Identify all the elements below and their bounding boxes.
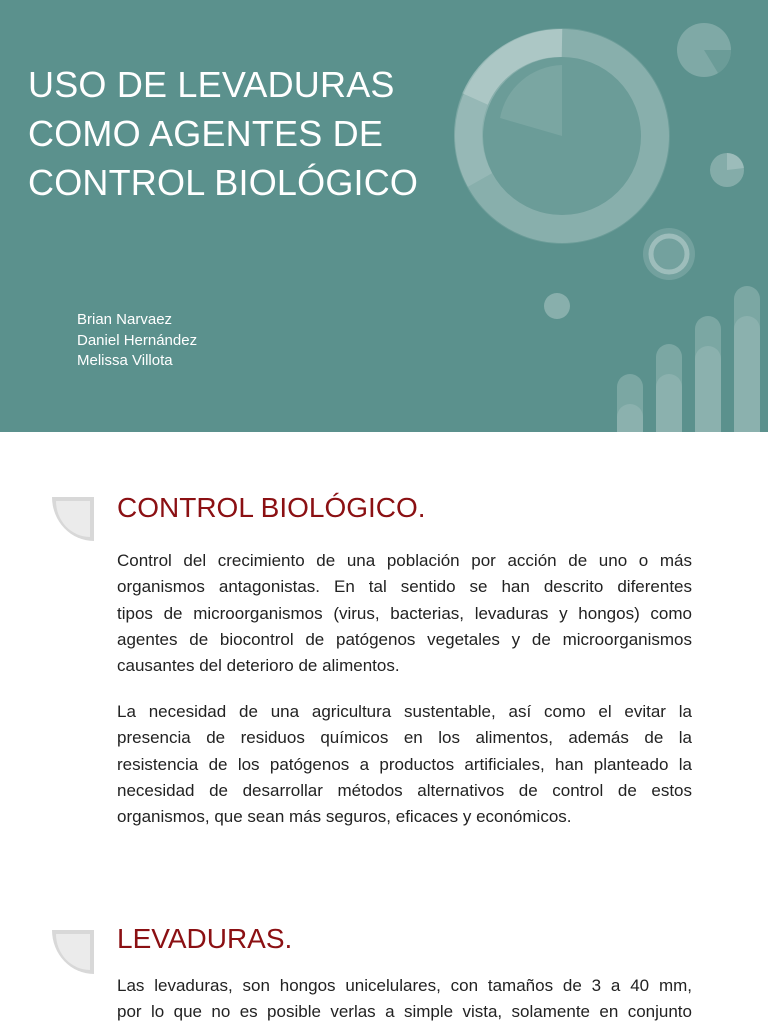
quarter-circle-bookmark-icon bbox=[52, 930, 96, 976]
section-heading-control-biologico: CONTROL BIOLÓGICO. bbox=[117, 492, 426, 523]
author-name: Daniel Hernández bbox=[77, 331, 198, 349]
paragraph-line: causantes del deterioro de alimentos. bbox=[117, 656, 400, 676]
paragraph-line: necesidad de desarrollar métodos alternativos de control de estos bbox=[117, 780, 692, 800]
paragraph-line: Las levaduras, son hongos unicelulares, con tamaños de 3 a 40 mm, bbox=[117, 976, 692, 995]
title-line: COMO AGENTES DE bbox=[28, 113, 384, 154]
paragraph-line: organismos antagonistas. En tal sentido se han descrito diferentes bbox=[117, 577, 692, 597]
paragraph bbox=[117, 973, 692, 1026]
ring-decoration bbox=[643, 228, 695, 280]
paragraph-line: presencia de residuos químicos en los alimentos, además de la bbox=[117, 728, 692, 748]
paragraph-line: tipos de microorganismos (virus, bacterias, levaduras y hongos) como bbox=[117, 603, 692, 623]
author-name: Melissa Villota bbox=[77, 352, 173, 369]
quarter-circle-bookmark-icon bbox=[52, 497, 96, 543]
paragraph-line: agentes de biocontrol de patógenos vegetales y de microorganismos bbox=[117, 629, 692, 649]
mini-pie-decoration bbox=[710, 153, 744, 187]
dot-decoration bbox=[544, 293, 570, 319]
paragraph-line: por lo que no es posible verlas a simple vista, solamente en conjunto bbox=[117, 1002, 692, 1022]
title-line: CONTROL BIOLÓGICO bbox=[28, 162, 419, 203]
paragraph-line: resistencia de los patógenos a productos artificiales, han planteado la bbox=[117, 754, 692, 774]
author-name: Brian Narvaez bbox=[77, 311, 173, 328]
author-list bbox=[77, 310, 197, 372]
paragraph-line: Control del crecimiento de una población por acción de uno o más bbox=[117, 551, 692, 570]
section-heading-levaduras: LEVADURAS. bbox=[117, 923, 293, 954]
paragraph bbox=[117, 699, 692, 830]
title-banner bbox=[0, 0, 768, 432]
small-pie-decoration bbox=[677, 23, 731, 77]
paragraph bbox=[117, 548, 692, 679]
title-line: USO DE LEVADURAS bbox=[28, 64, 395, 105]
paragraph-line: La necesidad de una agricultura sustentable, así como el evitar la bbox=[117, 702, 692, 721]
paragraph-line: organismos, que sean más seguros, eficaces y económicos. bbox=[117, 807, 572, 827]
document-title bbox=[28, 60, 498, 207]
